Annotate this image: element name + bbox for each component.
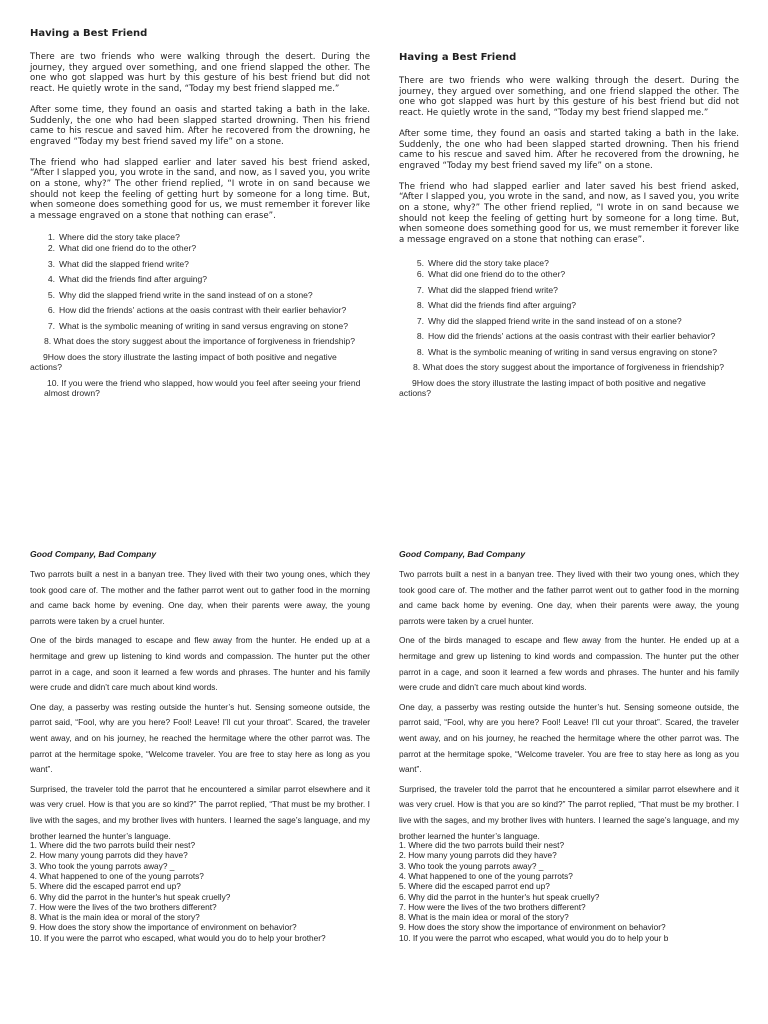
question-item: 3. What did the slapped friend write? [47, 258, 189, 269]
question-item: 8. What did the friends find after arguing? [416, 300, 577, 311]
question-item: 9How does the story illustrate the lasting impact of both positive and negative actions? [399, 377, 706, 399]
question-item: 4. What did the friends find after arguing? [47, 274, 208, 285]
question-item: 8. What is the symbolic meaning of writing in sand versus engraving on stone? [416, 346, 717, 357]
question-item: 6. What did one friend do to the other? [416, 269, 566, 280]
story2-paragraph-1: Two parrots built a nest in a banyan tree. They lived with their two young ones, which they took good care of. The mother and the father parrot went out to gather food in the morning and came back home by evening. One day, when their parents were away, the young parrots were taken by a cruel hunter. [30, 569, 370, 626]
story1-questions [30, 232, 370, 399]
story2-paragraph-3: One day, a passerby was resting outside the hunter’s hut. Sensing someone outside, the parrot said, “Fool, why are you here? Fool! Leave! I’ll cut your throat”. Scared, the traveler went away, and on his journey, he reached the hermitage where the other parrot was. The parrot at the hermitage spoke, “Welcome traveler. You are free to stay here as long as you want”. [30, 701, 370, 775]
story2-left [30, 549, 370, 943]
story1-paragraph-2: After some time, they found an oasis and started taking a bath in the lake. Suddenly, the one who had been slapped started drowning. Then his friend came to his rescue and saved him. After he recovered from the drowning, he engraved “Today my best friend saved my life” on a stone. [399, 128, 739, 171]
story2-paragraph-2: One of the birds managed to escape and flew away from the hunter. He ended up at a hermitage and grew up listening to kind words and compassion. The hunter put the other parrot in a cage, and soon it learned a few words and phrases. The hunter and his family were crude and didn’t care much about kind words. [30, 635, 370, 693]
question-item: 9How does the story illustrate the lasting impact of both positive and negative actions? [30, 351, 337, 373]
question-item: 2. How many young parrots did they have? [30, 850, 188, 861]
question-item: 3. Who took the young parrots away? _ [399, 860, 544, 871]
story1-paragraph-3: The friend who had slapped earlier and later saved his best friend asked, “After I slapped you, you wrote in the sand, and now, as I saved you, you write on a stone, why?” The other friend replied, “I wrote in on sand because we should not keep the feeling of getting hurt by someone for a long time. But, when someone does something good for us, we must remember it forever like a message engraved on a stone that nothing can erase”. [399, 181, 739, 246]
story1-title: Having a Best Friend [30, 28, 148, 39]
story2-paragraph-1: Two parrots built a nest in a banyan tree. They lived with their two young ones, which they took good care of. The mother and the father parrot went out to gather food in the morning and came back home by evening. One day, when their parents were away, the young parrots were taken by a cruel hunter. [399, 569, 739, 626]
question-item: 5. Why did the slapped friend write in the sand instead of on a stone? [47, 289, 313, 300]
question-item: 9. How does the story show the importance of environment on behavior? [399, 922, 666, 933]
question-item: 10. If you were the parrot who escaped, what would you do to help your b [399, 932, 669, 943]
story2-paragraph-3: One day, a passerby was resting outside the hunter’s hut. Sensing someone outside, the parrot said, “Fool, why are you here? Fool! Leave! I’ll cut your throat”. Scared, the traveler went away, and on his journey, he reached the hermitage where the other parrot was. The parrot at the hermitage spoke, “Welcome traveler. You are free to stay here as long as you want”. [399, 701, 739, 775]
story1-right [399, 52, 739, 404]
story1-paragraph-1: There are two friends who were walking through the desert. During the journey, they argued over something, and one friend slapped the other. The one who got slapped was hurt by this gesture of his best friend but did not react. He quietly wrote in the sand, “Today my best friend slapped me.” [30, 52, 370, 95]
question-item: 10. If you were the friend who slapped, how would you feel after seeing your friend almost drown? [44, 377, 361, 399]
question-item: 5. Where did the story take place? [416, 257, 549, 268]
question-item: 2. How many young parrots did they have? [399, 850, 557, 861]
question-item: 4. What happened to one of the young parrots? [30, 870, 204, 881]
story2-questions [399, 840, 739, 943]
question-item: 5. Where did the escaped parrot end up? [30, 881, 181, 892]
story2-right [399, 549, 739, 943]
question-item: 4. What happened to one of the young parrots? [399, 870, 573, 881]
story1-left [30, 28, 370, 404]
question-item: 6. How did the friends' actions at the oasis contrast with their earlier behavior? [47, 305, 347, 316]
story1-questions [399, 258, 739, 399]
story2-paragraph-2: One of the birds managed to escape and flew away from the hunter. He ended up at a hermitage and grew up listening to kind words and compassion. The hunter put the other parrot in a cage, and soon it learned a few words and phrases. The hunter and his family were crude and didn’t care much about kind words. [399, 635, 739, 693]
story2-questions [30, 840, 370, 943]
question-item: 6. Why did the parrot in the hunter's hut speak cruelly? [399, 891, 600, 902]
question-item: 8. What is the main idea or moral of the story? [399, 912, 569, 923]
story2-title: Good Company, Bad Company [399, 549, 526, 559]
story1-paragraph-1: There are two friends who were walking through the desert. During the journey, they argued over something, and one friend slapped the other. The one who got slapped was hurt by this gesture of his best friend but did not react. He quietly wrote in the sand, “Today my best friend slapped me.” [399, 76, 739, 119]
question-item: 6. Why did the parrot in the hunter's hut speak cruelly? [30, 891, 231, 902]
question-item: 7. How were the lives of the two brothers different? [30, 901, 217, 912]
question-item: 7. What did the slapped friend write? [416, 284, 558, 295]
story2-paragraph-4: Surprised, the traveler told the parrot that he encountered a similar parrot elsewhere and it was very cruel. How is that you are so kind?” The parrot replied, “That must be my brother. I live with the sages, and my brother lives with hunters. I learned the sage’s language, and my brother learned the hunter’s language. [399, 783, 739, 841]
question-item: 7. What is the symbolic meaning of writing in sand versus engraving on stone? [47, 320, 348, 331]
story2-title: Good Company, Bad Company [30, 549, 157, 559]
story2-paragraph-4: Surprised, the traveler told the parrot that he encountered a similar parrot elsewhere and it was very cruel. How is that you are so kind?” The parrot replied, “That must be my brother. I live with the sages, and my brother lives with hunters. I learned the sage’s language, and my brother learned the hunter’s language. [30, 783, 370, 841]
story1-paragraph-3: The friend who had slapped earlier and later saved his best friend asked, “After I slapped you, you wrote in the sand, and now, as I saved you, you write on a stone, why?” The other friend replied, “I wrote in on sand because we should not keep the feeling of getting hurt by someone for a long time. But, when someone does something good for us, we must remember it forever like a message engraved on a stone that nothing can erase”. [30, 157, 370, 222]
story1-paragraph-2: After some time, they found an oasis and started taking a bath in the lake. Suddenly, the one who had been slapped started drowning. Then his friend came to his rescue and saved him. After he recovered from the drowning, he engraved “Today my best friend saved my life” on a stone. [30, 104, 370, 147]
question-item: 3. Who took the young parrots away? _ [30, 860, 175, 871]
question-item: 9. How does the story show the importance of environment on behavior? [30, 922, 297, 933]
question-item: 1. Where did the two parrots build their nest? [30, 840, 196, 851]
question-item: 7. Why did the slapped friend write in the sand instead of on a stone? [416, 315, 682, 326]
question-item: 8. What is the main idea or moral of the story? [30, 912, 200, 923]
question-item: 8. What does the story suggest about the importance of forgiveness in friendship? [44, 336, 355, 347]
question-item: 7. How were the lives of the two brothers different? [399, 901, 586, 912]
story1-title: Having a Best Friend [399, 52, 517, 63]
question-item: 8. How did the friends' actions at the oasis contrast with their earlier behavior? [416, 331, 716, 342]
question-item: 5. Where did the escaped parrot end up? [399, 881, 550, 892]
question-item: 1. Where did the story take place? [47, 231, 180, 242]
question-item: 8. What does the story suggest about the importance of forgiveness in friendship? [413, 362, 724, 373]
question-item: 10. If you were the parrot who escaped, what would you do to help your brother? [30, 932, 326, 943]
question-item: 2. What did one friend do to the other? [47, 243, 197, 254]
question-item: 1. Where did the two parrots build their nest? [399, 840, 565, 851]
